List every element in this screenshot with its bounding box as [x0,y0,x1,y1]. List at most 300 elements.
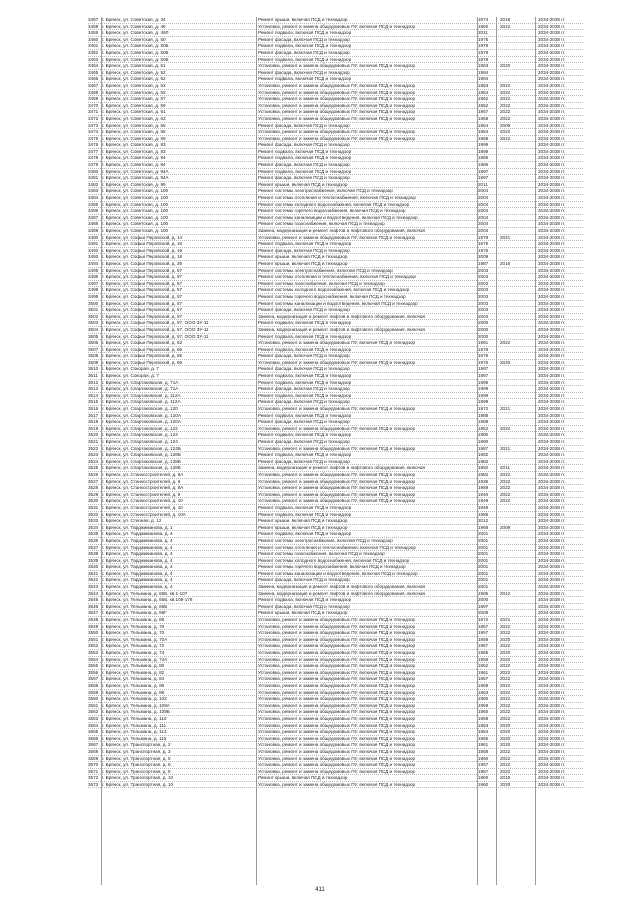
address: г. Брянск, ул. Тарджиманова, д. 4 [102,557,173,563]
planned-period: 2034-2038 гг. [538,557,566,563]
address: г. Брянск, ул. Софьи Перовской, д. 57 [102,313,183,319]
planned-period: 2034-2038 гг. [538,386,566,392]
work-type: Ремонт фасада, включая ПСД и технадзор [258,419,350,425]
year-built: 1957 [478,109,489,115]
table-row [88,70,583,77]
planned-period: 2034-2038 гг. [538,320,566,326]
address: г. Брянск, ул. Тарджиманова, д. 4 [102,584,173,590]
year-built: 1978 [478,56,489,62]
table-row [88,512,583,519]
planned-period: 2034-2038 гг. [538,663,566,669]
year-built: 2001 [478,577,489,583]
row-number: 3458 [88,23,99,29]
work-type: Ремонт подвала, включая ПСД и технадзор [258,504,352,510]
column-divider [256,17,257,885]
address: г. Брянск, ул. Советская, д. 100 [102,195,169,201]
table-row [88,149,583,156]
row-number: 3477 [88,148,99,154]
table-row [88,762,583,769]
work-type: Установка, ремонт и замена общедомовых ПУ, включая ПСД и технадзор [258,129,416,135]
last-repair-year: 2021 [500,234,511,240]
year-built: 1958 [478,656,489,662]
address: г. Брянск, ул. Советская, д. 83 [102,142,166,148]
work-type: Установка, ремонт и замена общедомовых ПУ, включая ПСД и технадзор [258,485,416,491]
planned-period: 2034-2038 гг. [538,300,566,306]
year-built: 1997 [478,168,489,174]
work-type: Установка, ремонт и замена общедомовых ПУ, включая ПСД и технадзор [258,617,416,623]
last-repair-year: 2022 [500,82,511,88]
planned-period: 2034-2038 гг. [538,485,566,491]
address: г. Брянск, ул. Советская, д. 100 [102,201,169,207]
last-repair-year: 2022 [500,340,511,346]
work-type: Ремонт подвала, включая ПСД и технадзор [258,452,352,458]
row-number: 3489 [88,228,99,233]
address: г. Брянск, ул. Софьи Перовской, д. 57 [102,307,183,313]
table-row [88,630,583,637]
year-built: 1972 [478,406,489,412]
planned-period: 2034-2038 гг. [538,544,566,550]
work-type: Ремонт подвала, включая ПСД и технадзор [258,412,352,418]
planned-period: 2034-2038 гг. [538,537,566,543]
planned-period: 2034-2038 гг. [538,366,566,372]
planned-period: 2034-2038 гг. [538,748,566,754]
planned-period: 2034-2038 гг. [538,617,566,623]
planned-period: 2034-2038 гг. [538,260,566,266]
year-built: 1999 [478,386,489,392]
address: г. Брянск, ул. Спартаковская, д. 112А [102,392,181,398]
planned-period: 2034-2038 гг. [538,63,566,69]
last-repair-year: 2012 [500,590,511,596]
row-number: 3460 [88,36,99,42]
row-number: 3551 [88,636,99,642]
work-type: Ремонт системы газоснабжения, включая ПСД и технадзор [258,280,385,286]
row-number: 3500 [88,300,99,306]
address: г. Брянск, ул. Советская, д. 53 [102,82,166,88]
last-repair-year: 2022 [500,129,511,135]
last-repair-year: 2022 [500,630,511,636]
row-number: 3571 [88,768,99,774]
planned-period: 2034-2038 гг. [538,729,566,735]
address: г. Брянск, ул. Тельмана, д. 74А [102,656,168,662]
row-number: 3525 [88,465,99,471]
table-row [88,419,583,426]
address: г. Брянск, ул. Советская, д. 100 [102,221,169,227]
work-type: Ремонт крыши, включая ПСД и технадзор [258,518,348,524]
year-built: 2004 [478,201,489,207]
row-number: 3546 [88,603,99,609]
row-number: 3461 [88,43,99,49]
last-repair-year: 2021 [500,406,511,412]
address: г. Брянск, ул. Советская, д. 50Б [102,49,169,55]
table-row [88,123,583,130]
table-row [88,736,583,743]
address: г. Брянск, ул. Станкостроителей, д. 10А [102,511,186,517]
table-row [88,30,583,37]
work-type: Установка, ремонт и замена общедомовых ПУ, включая ПСД и технадзор [258,702,416,708]
last-repair-year: 2008 [500,122,511,128]
work-type: Установка, ремонт и замена общедомовых ПУ, включая ПСД и технадзор [258,498,416,504]
year-built: 2011 [478,30,488,36]
address: г. Брянск, ул. Спартаковская, д. 71А [102,379,179,385]
address: г. Брянск, ул. Станкостроителей, д. 5А [102,471,184,477]
work-type: Ремонт системы отопления и теплоснабжения, включая ПСД и технадзор [258,544,416,550]
last-repair-year: 2016 [500,260,511,266]
work-type: Установка, ремонт и замена общедомовых ПУ, включая ПСД и технадзор [258,115,416,121]
address: г. Брянск, ул. Советская, д. 59 [102,102,166,108]
year-built: 1975 [478,247,489,253]
work-type: Ремонт фасада, включая ПСД и технадзор [258,175,350,181]
year-built: 1954 [478,89,489,95]
address: г. Брянск, ул. Советская, д. 34 [102,17,166,22]
work-type: Установка, ремонт и замена общедомовых ПУ, включая ПСД и технадзор [258,478,416,484]
address: г. Брянск, ул. Советская, д. 65 [102,122,166,128]
row-number: 3570 [88,762,99,768]
planned-period: 2034-2038 гг. [538,135,566,141]
row-number: 3550 [88,630,99,636]
work-type: Установка, ремонт и замена общедомовых ПУ, включая ПСД и технадзор [258,755,416,761]
last-repair-year: 2022 [500,709,511,715]
address: г. Брянск, ул. Станкостроителей, д. 10 [102,498,183,504]
work-type: Установка, ремонт и замена общедомовых ПУ, включая ПСД и технадзор [258,735,416,741]
last-repair-year: 2022 [500,682,511,688]
planned-period: 2034-2038 гг. [538,208,566,214]
year-built: 1958 [478,748,489,754]
table-row [88,50,583,57]
row-number: 3517 [88,412,99,418]
address: г. Брянск, ул. Тельмана, д. 80 [102,663,165,669]
address: г. Брянск, ул. Советская, д. 100 [102,188,169,194]
table-row [88,591,583,598]
work-type: Ремонт подвала, включая ПСД и технадзор [258,168,352,174]
work-type: Установка, ремонт и замена общедомовых ПУ, включая ПСД и технадзор [258,636,416,642]
year-built: 1958 [478,135,489,141]
table-row [88,676,583,683]
planned-period: 2034-2038 гг. [538,715,566,721]
planned-period: 2034-2038 гг. [538,762,566,768]
work-type: Установка, ремонт и замена общедомовых ПУ, включая ПСД и технадзор [258,102,416,108]
planned-period: 2034-2038 гг. [538,564,566,570]
address: г. Брянск, ул. Софьи Перовской, д. 65 [102,353,183,359]
year-built: 2003 [478,307,489,313]
year-built: 1985 [478,511,489,517]
row-number: 3562 [88,709,99,715]
year-built: 1954 [478,729,489,735]
row-number: 3509 [88,359,99,365]
row-number: 3480 [88,168,99,174]
year-built: 1963 [478,689,489,695]
table-row [88,155,583,162]
row-number: 3473 [88,122,99,128]
work-type: Ремонт подвала, включая ПСД и технадзор [258,597,352,603]
table-row [88,116,583,123]
last-repair-year: 2022 [500,109,511,115]
planned-period: 2034-2038 гг. [538,359,566,365]
table-row [88,571,583,578]
work-type: Установка, ремонт и замена общедомовых ПУ, включая ПСД и технадзор [258,689,416,695]
work-type: Ремонт крыши, включая ПСД и технадзор [258,181,348,187]
year-built: 2001 [478,551,489,557]
planned-period: 2034-2038 гг. [538,287,566,293]
planned-period: 2034-2038 гг. [538,623,566,629]
year-built: 1960 [478,709,489,715]
planned-period: 2034-2038 гг. [538,49,566,55]
address: г. Брянск, ул. Тельмана, д. 74 [102,650,165,655]
planned-period: 2034-2038 гг. [538,181,566,187]
row-number: 3522 [88,445,99,451]
table-row [88,690,583,697]
planned-period: 2034-2038 гг. [538,735,566,741]
work-type: Ремонт системы горячего водоснабжения, включая ПСД и технадзор [258,208,406,214]
work-type: Ремонт подвала, включая ПСД и технадзор [258,379,352,385]
table-row [88,498,583,505]
address: г. Брянск, ул. Советская, д. 100 [102,208,169,214]
address: г. Брянск, ул. Тельмана, д. 109А [102,702,170,708]
table-row [88,604,583,611]
planned-period: 2034-2038 гг. [538,452,566,458]
last-repair-year: 2022 [500,491,511,497]
row-number: 3552 [88,643,99,649]
table-row [88,228,583,235]
work-type: Ремонт крыши, включая ПСД и технадзор [258,524,348,530]
work-type: Замена, модернизация и ремонт лифтов и лифтового оборудования, включая [258,313,426,319]
table-row [88,136,583,143]
row-number: 3485 [88,201,99,207]
row-number: 3474 [88,129,99,135]
work-type: Установка, ремонт и замена общедомовых ПУ, включая ПСД и технадзор [258,696,416,702]
row-number: 3534 [88,524,99,530]
planned-period: 2034-2038 гг. [538,722,566,728]
table-row [88,215,583,222]
last-repair-year: 2020 [500,636,511,642]
work-type: Установка, ремонт и замена общедомовых ПУ, включая ПСД и технадзор [258,445,416,451]
work-type: Установка, ремонт и замена общедомовых ПУ, включая ПСД и технадзор [258,768,416,774]
address: г. Брянск, ул. Тельмана, д. 70 [102,630,165,636]
planned-period: 2034-2038 гг. [538,142,566,148]
year-built: 1986 [478,162,489,168]
table-row [88,353,583,360]
table-row [88,782,583,789]
row-number: 3540 [88,564,99,570]
planned-period: 2034-2038 гг. [538,69,566,75]
row-number: 3545 [88,597,99,603]
work-type: Ремонт подвала, включая ПСД и технадзор [258,333,352,339]
table-row [88,281,583,288]
row-number: 3530 [88,498,99,504]
last-repair-year: 2009 [500,524,511,530]
row-number: 3538 [88,551,99,557]
row-number: 3557 [88,676,99,682]
address: г. Брянск, ул. Тельмана, д. 109Б [102,709,170,715]
address: г. Брянск, ул. Степная, д. 12 [102,518,162,524]
year-built: 1960 [478,775,489,781]
work-type: Установка, ремонт и замена общедомовых ПУ, включая ПСД и технадзор [258,135,416,141]
work-type: Ремонт системы электроснабжения, включая ПСД и технадзор [258,537,393,543]
row-number: 3507 [88,346,99,352]
address: г. Брянск, ул. Спартаковская, д. 120 [102,406,178,412]
address: г. Брянск, ул. Тельмана, д. 84 [102,676,165,682]
table-row [88,360,583,367]
work-type: Установка, ремонт и замена общедомовых ПУ, включая ПСД и технадзор [258,359,416,365]
year-built: 1976 [478,346,489,352]
address: г. Брянск, ул. Советская, д. 83 [102,148,166,154]
work-type: Замена, модернизация и ремонт лифтов и лифтового оборудования, включая [258,465,426,471]
planned-period: 2034-2038 гг. [538,603,566,609]
address: г. Брянск, ул. Спартаковская, д. 128Б [102,452,181,458]
address: г. Брянск, ул. Транспортная, д. 2 [102,742,171,748]
work-type: Ремонт системы горячего водоснабжения, включая ПСД и технадзор [258,293,406,299]
address: г. Брянск, ул. Советская, д. 52 [102,76,166,82]
last-repair-year: 2022 [500,135,511,141]
planned-period: 2034-2038 гг. [538,630,566,636]
work-type: Ремонт подвала, включая ПСД и технадзор [258,155,352,161]
table-row [88,531,583,538]
year-built: 2008 [478,610,489,616]
last-repair-year: 2022 [500,669,511,675]
address: г. Брянск, ул. Спартаковская, д. 112А [102,399,181,405]
last-repair-year: 2022 [500,762,511,768]
planned-period: 2034-2038 гг. [538,346,566,352]
year-built: 1957 [478,643,489,649]
work-type: Ремонт подвала, включая ПСД и технадзор [258,148,352,154]
year-built: 1957 [478,630,489,636]
address: г. Брянск, ул. Тарджиманова, д. 4 [102,544,173,550]
planned-period: 2034-2038 гг. [538,498,566,504]
row-number: 3464 [88,63,99,69]
year-built: 1940 [478,491,489,497]
address: г. Брянск, ул. Транспортная, д. 10 [102,781,174,787]
row-number: 3506 [88,340,99,346]
planned-period: 2034-2038 гг. [538,188,566,194]
row-number: 3555 [88,663,99,669]
address: г. Брянск, ул. Софьи Перовской, д. 57 [102,274,183,280]
row-number: 3544 [88,590,99,596]
year-built: 2004 [478,228,489,233]
row-number: 3524 [88,458,99,464]
year-built: 1952 [478,425,489,431]
table-row [88,241,583,248]
address: г. Брянск, ул. Спартаковская, д. 128Б [102,458,181,464]
table-row [88,610,583,617]
address: г. Брянск, ул. Тарджиманова, д. 4 [102,551,173,557]
address: г. Брянск, ул. Софьи Перовской, д. 36 [102,260,183,266]
address: г. Брянск, ул. Сокорая, д. 7 [102,366,159,372]
last-repair-year: 2022 [500,498,511,504]
address: г. Брянск, ул. Советская, д. 51 [102,63,166,69]
address: г. Брянск, ул. Тельмана, д. 66Г [102,610,167,616]
planned-period: 2034-2038 гг. [538,445,566,451]
planned-period: 2034-2038 гг. [538,425,566,431]
year-built: 1961 [478,742,489,748]
address: г. Брянск, ул. Софьи Перовской, д. 57 [102,267,183,273]
work-type: Установка, ремонт и замена общедомовых ПУ, включая ПСД и технадзор [258,748,416,754]
planned-period: 2034-2038 гг. [538,504,566,510]
row-number: 3543 [88,584,99,590]
row-number: 3564 [88,722,99,728]
table-row [88,17,583,24]
planned-period: 2034-2038 гг. [538,234,566,240]
table-row [88,142,583,149]
address: г. Брянск, ул. Станкостроителей, д. 6 [102,478,181,484]
row-number: 3475 [88,135,99,141]
work-type: Ремонт фасада, включая ПСД и технадзор [258,162,350,168]
last-repair-year: 2022 [500,115,511,121]
address: г. Брянск, ул. Советская, д. 100 [102,228,169,233]
row-number: 3492 [88,247,99,253]
table-row [88,169,583,176]
work-type: Установка, ремонт и замена общедомовых ПУ, включая ПСД и технадзор [258,643,416,649]
last-repair-year: 2021 [500,617,511,623]
planned-period: 2034-2038 гг. [538,570,566,576]
last-repair-year: 2022 [500,471,511,477]
table-row [88,749,583,756]
table-row [88,577,583,584]
work-type: Ремонт системы газоснабжения, включая ПСД и технадзор [258,551,385,557]
address: г. Брянск, ул. Спартаковская, д. 122 [102,425,178,431]
last-repair-year: 2020 [500,722,511,728]
planned-period: 2034-2038 гг. [538,742,566,748]
year-built: 1957 [478,768,489,774]
year-built: 1975 [478,241,489,247]
planned-period: 2034-2038 гг. [538,129,566,135]
table-row [88,709,583,716]
address: г. Брянск, ул. Тарджиманова, д. 4 [102,537,173,543]
row-number: 3559 [88,689,99,695]
address: г. Брянск, ул. Советская, д. 52 [102,69,166,75]
planned-period: 2034-2038 гг. [538,702,566,708]
table-row [88,446,583,453]
work-type: Замена, модернизация и ремонт лифтов и лифтового оборудования, включая [258,590,426,596]
table-row [88,254,583,261]
row-number: 3539 [88,557,99,563]
table-row [88,24,583,31]
row-number: 3508 [88,353,99,359]
row-number: 3497 [88,280,99,286]
year-built: 1974 [478,17,489,22]
table-row [88,624,583,631]
address: г. Брянск, ул. Транспортная, д. 8 [102,768,171,774]
row-number: 3523 [88,452,99,458]
address: г. Брянск, ул. Советская, д. 100 [102,214,169,220]
work-type: Ремонт подвала, включая ПСД и технадзор [258,320,352,326]
work-type: Ремонт фасада, включая ПСД и технадзор [258,247,350,253]
planned-period: 2034-2038 гг. [538,439,566,444]
work-type: Ремонт фасада, включая ПСД и технадзор [258,386,350,392]
work-type: Установка, ремонт и замена общедомовых ПУ, включая ПСД и технадзор [258,630,416,636]
address: г. Брянск, ул. Софьи Перовской, д. 57, ООО ЗУ-11 [102,320,209,326]
row-number: 3490 [88,234,99,240]
work-type: Установка, ремонт и замена общедомовых ПУ, включая ПСД и технадзор [258,781,416,787]
address: г. Брянск, ул. Софьи Перовской, д. 18 [102,254,183,260]
table-row [88,248,583,255]
table-row [88,327,583,334]
address: г. Брянск, ул. Софьи Перовской, д. 57 [102,280,183,286]
address: г. Брянск, ул. Софьи Перовской, д. 57 [102,287,183,293]
address: г. Брянск, ул. Софьи Перовской, д. 57 [102,300,183,306]
planned-period: 2034-2038 гг. [538,650,566,655]
address: г. Брянск, ул. Тельмана, д. 86 [102,682,165,688]
work-type: Ремонт фасада, включая ПСД и технадзор [258,353,350,359]
work-type: Ремонт системы отопления и теплоснабжения, включая ПСД и технадзор [258,274,416,280]
table-row [88,188,583,195]
last-repair-year: 2022 [500,663,511,669]
table-row [88,551,583,558]
last-repair-year: 2020 [500,729,511,735]
row-number: 3466 [88,76,99,82]
planned-period: 2034-2038 гг. [538,768,566,774]
year-built: 2003 [478,280,489,286]
year-built: 1957 [478,676,489,682]
planned-period: 2034-2038 гг. [538,551,566,557]
